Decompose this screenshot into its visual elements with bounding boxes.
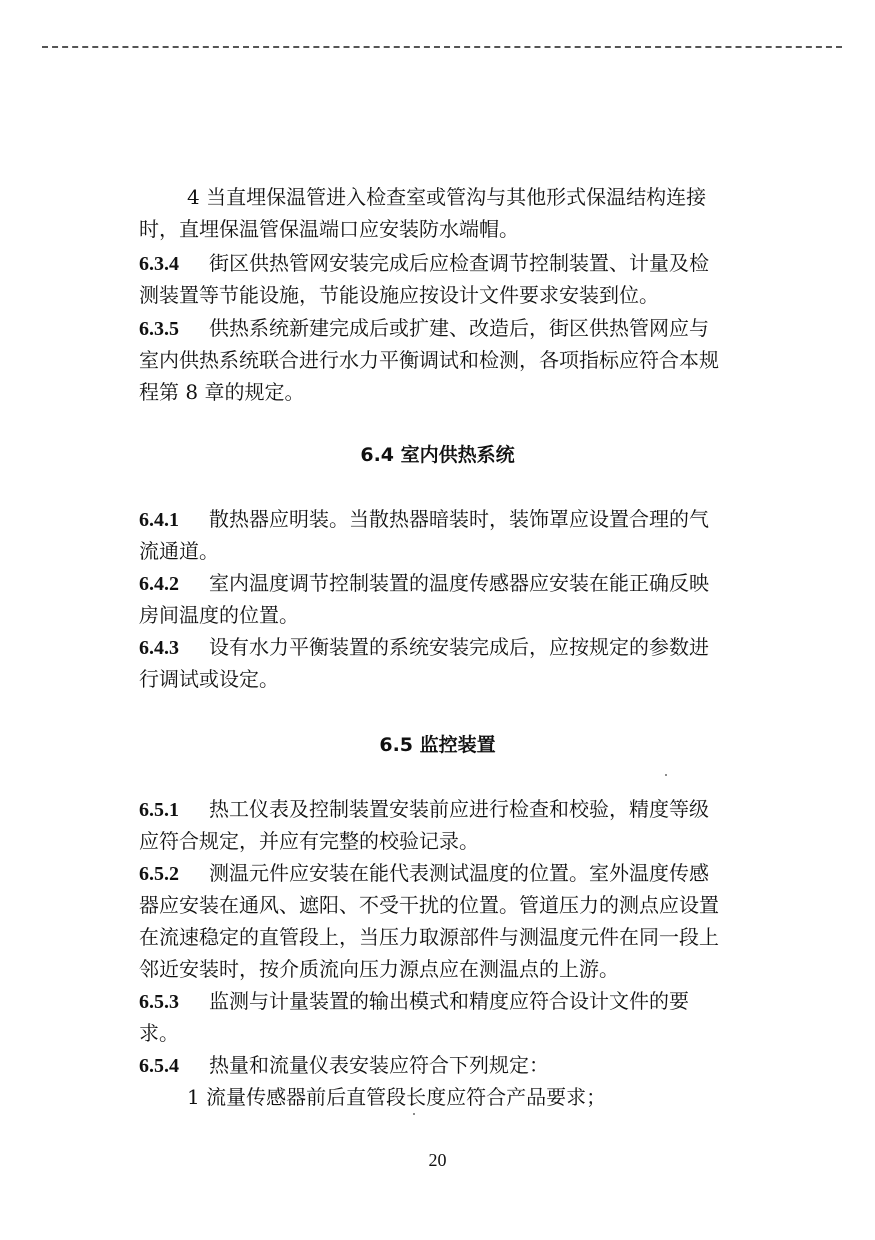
- clause-6-3-4-line2: 测装置等节能设施，节能设施应按设计文件要求安装到位。: [139, 283, 659, 307]
- clause-number: 6.4.2: [139, 573, 179, 595]
- clause-6-4-1-line2: 流通道。: [139, 539, 219, 563]
- clause-number: 6.3.5: [139, 318, 179, 340]
- clause-6-5-2-line4: 邻近安装时，按介质流向压力源点应在测温点的上游。: [139, 957, 619, 981]
- clause-text: 设有水力平衡装置的系统安装完成后，应按规定的参数进: [209, 635, 709, 659]
- clause-number: 6.5.3: [139, 991, 179, 1013]
- page-number: 20: [428, 1150, 447, 1170]
- clause-6-5-2-line2: 器应安装在通风、遮阳、不受干扰的位置。管道压力的测点应设置: [139, 893, 719, 917]
- clause-text: 热工仪表及控制装置安装前应进行检查和校验，精度等级: [209, 797, 709, 821]
- clause-6-3-5-line1: [139, 316, 779, 341]
- scan-speck: [413, 1113, 415, 1115]
- clause-text: 供热系统新建完成后或扩建、改造后，街区供热管网应与: [209, 316, 709, 340]
- clause-6-5-1-line1: [139, 797, 779, 822]
- section-heading-6-4: 6.4 室内供热系统: [360, 444, 515, 466]
- clause-text: 监测与计量装置的输出模式和精度应符合设计文件的要: [209, 989, 689, 1013]
- clause-number: 6.5.1: [139, 799, 179, 821]
- clause-6-3-3-item4-line2: 时，直埋保温管保温端口应安装防水端帽。: [139, 217, 519, 241]
- clause-6-4-3-line1: [139, 635, 779, 660]
- clause-6-4-1-line1: [139, 507, 779, 532]
- clause-6-3-3-item4-line1: 4 当直埋保温管进入检查室或管沟与其他形式保温结构连接: [187, 185, 707, 209]
- clause-text: 热量和流量仪表安装应符合下列规定：: [209, 1053, 549, 1077]
- clause-text: 散热器应明装。当散热器暗装时，装饰罩应设置合理的气: [209, 507, 709, 531]
- clause-6-4-2-line2: 房间温度的位置。: [139, 603, 299, 627]
- clause-6-3-5-line3: 程第 8 章的规定。: [139, 380, 305, 404]
- clause-6-5-4-item1: 1 流量传感器前后直管段长度应符合产品要求；: [187, 1085, 607, 1109]
- clause-number: 6.3.4: [139, 253, 179, 275]
- header-rule: [42, 46, 842, 48]
- scan-speck: [665, 774, 667, 776]
- clause-text: 室内温度调节控制装置的温度传感器应安装在能正确反映: [209, 571, 709, 595]
- clause-text: 测温元件应安装在能代表测试温度的位置。室外温度传感: [209, 861, 709, 885]
- section-heading-6-5: 6.5 监控装置: [379, 734, 496, 756]
- clause-6-3-4-line1: [139, 251, 779, 276]
- clause-number: 6.5.4: [139, 1055, 179, 1077]
- clause-6-5-2-line3: 在流速稳定的直管段上，当压力取源部件与测温度元件在同一段上: [139, 925, 719, 949]
- clause-6-5-1-line2: 应符合规定，并应有完整的校验记录。: [139, 829, 479, 853]
- clause-6-5-4-line1: [139, 1053, 779, 1078]
- clause-6-4-2-line1: [139, 571, 779, 596]
- clause-6-5-3-line1: [139, 989, 779, 1014]
- clause-6-3-5-line2: 室内供热系统联合进行水力平衡调试和检测，各项指标应符合本规: [139, 348, 719, 372]
- clause-number: 6.4.1: [139, 509, 179, 531]
- clause-6-4-3-line2: 行调试或设定。: [139, 667, 279, 691]
- clause-number: 6.4.3: [139, 637, 179, 659]
- clause-6-5-3-line2: 求。: [139, 1021, 179, 1045]
- clause-6-5-2-line1: [139, 861, 779, 886]
- clause-number: 6.5.2: [139, 863, 179, 885]
- clause-text: 街区供热管网安装完成后应检查调节控制装置、计量及检: [209, 251, 709, 275]
